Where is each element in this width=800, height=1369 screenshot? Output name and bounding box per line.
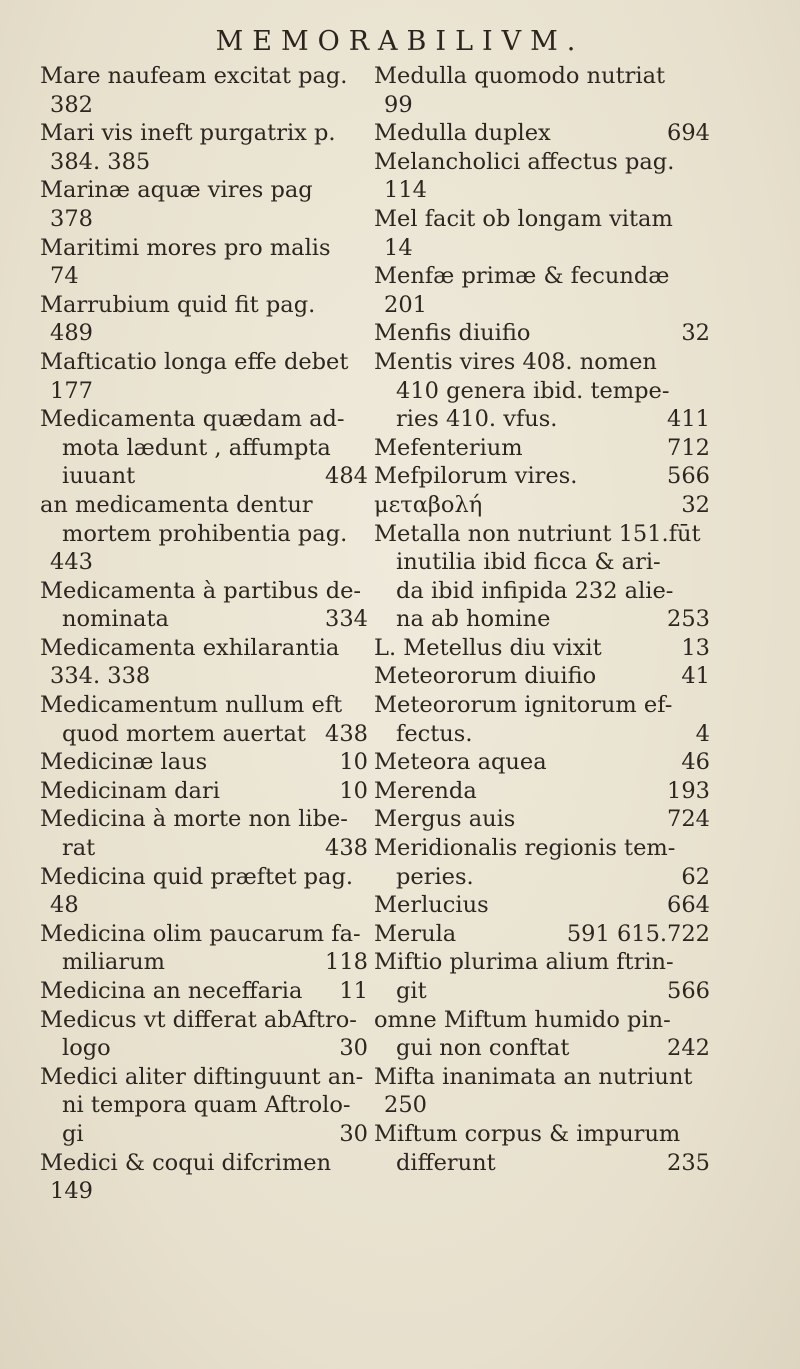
index-entry [374,148,710,205]
entry-continuation-line [40,548,368,577]
page-reference: 13 [681,634,710,661]
page-reference: 384. 385 [50,148,151,175]
entry-heading-line [374,205,710,234]
page-reference: 724 [667,806,710,833]
entry-text: miliarum [62,949,165,976]
index-entry [40,291,368,348]
index-entry [40,691,368,748]
entry-text: Mafticatio longa effe debet [40,348,349,375]
page-reference: 201 [384,291,427,318]
index-entry [374,62,710,119]
index-entry [40,777,368,806]
index-entry [40,176,368,233]
entry-continuation-line [40,891,368,920]
page-reference: 48 [50,892,79,919]
entry-text: inutilia ibid ficca & ari- [396,549,661,576]
entry-continuation-line [40,1120,368,1149]
entry-text: Medicamenta quædam ad- [40,406,345,433]
entry-continuation-line [40,662,368,691]
entry-text: Medicina quid præftet pag. [40,863,354,890]
entry-text: Maritimi mores pro malis [40,234,331,261]
entry-heading-line [374,148,710,177]
entry-text: Merlucius [374,892,489,919]
entry-heading-line [40,491,368,520]
entry-text: Mifta inanimata an nutriunt [374,1063,693,1090]
entry-heading-line [40,748,368,777]
page-reference: 591 615.722 [566,920,710,947]
entry-text: nominata [62,606,169,633]
entry-text: Mari vis ineft purgatrix p. [40,120,336,147]
entry-heading-line [40,805,368,834]
page-reference: 382 [50,91,93,118]
entry-heading-line [374,691,710,720]
index-entry [374,434,710,463]
entry-continuation-line [374,234,710,263]
index-column-right [374,62,710,1177]
entry-heading-line [40,234,368,263]
entry-continuation-line [40,319,368,348]
entry-heading-line [374,834,710,863]
entry-heading-line [40,176,368,205]
entry-text: Mel facit ob longam vitam [374,205,673,232]
entry-heading-line [374,319,710,348]
entry-heading-line [374,462,710,491]
entry-text: Mefenterium [374,434,523,461]
entry-text: Medulla quomodo nutriat [374,63,666,89]
entry-continuation-line [374,577,710,606]
index-entry [374,777,710,806]
page-reference: 438 [325,720,368,747]
entry-continuation-line [40,1091,368,1120]
entry-continuation-line [40,434,368,463]
entry-continuation-line [374,291,710,320]
entry-text: Meteororum ignitorum ef- [374,692,673,719]
entry-continuation-line [374,605,710,634]
entry-text: Medici & coqui difcrimen [40,1149,332,1176]
entry-heading-line [40,777,368,806]
entry-heading-line [374,119,710,148]
entry-heading-line [374,348,710,377]
page-reference: 712 [667,434,710,461]
entry-text: logo [62,1035,111,1062]
index-entry [40,1063,368,1149]
entry-text: Menfæ primæ & fecundæ [374,263,670,290]
page-reference: 32 [681,320,710,347]
index-entry [40,577,368,634]
index-entry [374,920,710,949]
index-entry [40,234,368,291]
entry-continuation-line [40,720,368,749]
entry-text: ries 410. vfus. [396,406,558,433]
entry-text: 410 genera ibid. tempe- [396,377,670,404]
entry-heading-line [374,434,710,463]
entry-text: Meteororum diuifio [374,663,597,690]
entry-text: rat [62,835,96,862]
page-reference: 4 [695,720,710,747]
entry-text: gui non conftat [396,1035,570,1062]
entry-heading-line [374,948,710,977]
index-entry [40,62,368,119]
index-entry [374,634,710,663]
page-reference: 378 [50,205,93,232]
entry-heading-line [374,748,710,777]
entry-text: Metalla non nutriunt 151.fūt [374,520,701,547]
entry-text: fectus. [396,720,473,747]
index-entry [40,977,368,1006]
entry-heading-line [40,977,368,1006]
entry-text: Medulla duplex [374,120,551,147]
entry-text: Miftio plurima alium ftrin- [374,949,674,976]
entry-continuation-line [374,91,710,120]
page-reference: 118 [325,949,368,976]
page-reference: 411 [667,406,710,433]
page-reference: 149 [50,1178,93,1205]
index-entry [40,119,368,176]
entry-text: Medicamenta exhilarantia [40,634,340,661]
entry-text: mota lædunt , affumpta [62,434,331,461]
entry-heading-line [40,863,368,892]
page-reference: 177 [50,377,93,404]
index-entry [374,662,710,691]
entry-heading-line [374,1120,710,1149]
entry-text: Melancholici affectus pag. [374,148,675,175]
entry-continuation-line [374,377,710,406]
entry-text: Meridionalis regionis tem- [374,835,676,862]
index-entry [40,863,368,920]
page-reference: 566 [667,978,710,1004]
page-reference: 438 [325,835,368,862]
entry-text: Merenda [374,777,477,804]
entry-text: Merula [374,920,457,947]
entry-heading-line [374,262,710,291]
entry-continuation-line [40,262,368,291]
index-entry [40,748,368,777]
entry-text: Medicina à morte non libe- [40,806,348,833]
entry-heading-line [40,119,368,148]
entry-heading-line [40,920,368,949]
page-reference: 11 [339,978,368,1004]
entry-text: Menfis diuifio [374,320,531,347]
entry-text: Mentis vires 408. nomen [374,348,657,375]
entry-heading-line [374,634,710,663]
index-entry [40,1006,368,1063]
page-reference: 664 [667,892,710,919]
entry-continuation-line [40,1034,368,1063]
page-reference: 250 [384,1092,427,1119]
page-reference: 14 [384,234,413,261]
running-head: MEMORABILIVM. [215,26,585,57]
entry-heading-line [40,634,368,663]
entry-text: ni tempora quam Aftrolo- [62,1092,351,1119]
entry-text: Medicamenta à partibus de- [40,577,362,604]
index-entry [374,348,710,434]
entry-heading-line [40,691,368,720]
entry-continuation-line [374,977,710,1006]
index-entry [374,834,710,891]
page-reference: 41 [681,663,710,690]
entry-text: Miftum corpus & impurum [374,1120,681,1147]
entry-text: Medicamentum nullum eft [40,692,343,719]
entry-heading-line [40,405,368,434]
entry-text: mortem prohibentia pag. [62,520,348,547]
page-reference: 62 [681,863,710,890]
entry-continuation-line [374,176,710,205]
entry-text: Marinæ aquæ vires pag [40,177,313,204]
index-entry [374,1006,710,1063]
entry-text: Medicus vt differat abAftro- [40,1006,357,1033]
entry-continuation-line [40,148,368,177]
entry-heading-line [374,662,710,691]
entry-text: Medici aliter diftinguunt an- [40,1063,364,1090]
index-entry [40,634,368,691]
entry-heading-line [374,1063,710,1092]
entry-text: μεταβολή [374,491,483,518]
entry-text: git [396,978,427,1004]
entry-continuation-line [374,720,710,749]
page-reference: 566 [667,463,710,490]
index-entry [374,1063,710,1120]
entry-heading-line [40,291,368,320]
entry-text: L. Metellus diu vixit [374,634,602,661]
entry-continuation-line [40,91,368,120]
index-entry [40,920,368,977]
page-reference: 489 [50,320,93,347]
entry-heading-line [40,1149,368,1178]
index-entry [40,1149,368,1206]
entry-heading-line [374,62,710,91]
entry-text: an medicamenta dentur [40,491,313,518]
index-entry [374,462,710,491]
entry-text: differunt [396,1149,496,1176]
entry-text: quod mortem auertat [62,720,306,747]
entry-continuation-line [40,605,368,634]
page-reference: 99 [384,91,413,118]
entry-heading-line [40,577,368,606]
entry-continuation-line [40,205,368,234]
page-reference: 74 [50,263,79,290]
entry-continuation-line [40,948,368,977]
entry-text: peries. [396,863,474,890]
index-entry [374,491,710,520]
entry-continuation-line [374,548,710,577]
page-reference: 30 [339,1035,368,1062]
page-reference: 10 [339,777,368,804]
index-entry [40,805,368,862]
entry-text: iuuant [62,463,136,490]
entry-text: Mare naufeam excitat pag. [40,63,348,89]
entry-continuation-line [374,405,710,434]
entry-text: Medicinæ laus [40,749,208,776]
page-reference: 32 [681,491,710,518]
entry-continuation-line [40,377,368,406]
index-entry [374,520,710,634]
entry-text: Medicina olim paucarum fa- [40,920,361,947]
page-reference: 484 [325,463,368,490]
index-entry [374,1120,710,1177]
entry-heading-line [40,1006,368,1035]
entry-heading-line [374,891,710,920]
page-reference: 443 [50,549,93,576]
entry-text: gi [62,1120,84,1147]
entry-text: Medicina an neceffaria [40,978,303,1004]
entry-text: Mefpilorum vires. [374,463,578,490]
entry-continuation-line [374,1149,710,1178]
entry-heading-line [40,1063,368,1092]
entry-text: Meteora aquea [374,749,547,776]
entry-continuation-line [374,863,710,892]
page-reference: 334. 338 [50,663,151,690]
page-reference: 242 [667,1035,710,1062]
page-reference: 193 [667,777,710,804]
entry-heading-line [374,920,710,949]
index-entry [374,805,710,834]
index-entry [374,319,710,348]
entry-continuation-line [40,462,368,491]
entry-heading-line [374,1006,710,1035]
entry-text: omne Miftum humido pin- [374,1006,671,1033]
entry-continuation-line [374,1034,710,1063]
entry-heading-line [374,777,710,806]
entry-heading-line [40,62,368,91]
index-entry [374,948,710,1005]
entry-continuation-line [40,834,368,863]
entry-heading-line [374,491,710,520]
index-entry [374,119,710,148]
page-reference: 114 [384,177,427,204]
index-entry [40,491,368,577]
index-entry [374,205,710,262]
page-reference: 46 [681,749,710,776]
page-reference: 334 [325,606,368,633]
entry-heading-line [40,348,368,377]
page-reference: 235 [667,1149,710,1176]
entry-text: da ibid infipida 232 alie- [396,577,674,604]
index-entry [374,748,710,777]
entry-text: Mergus auis [374,806,516,833]
entry-continuation-line [40,520,368,549]
index-entry [40,405,368,491]
entry-text: Medicinam dari [40,777,220,804]
entry-text: Marrubium quid fit pag. [40,291,316,318]
page-reference: 10 [339,749,368,776]
index-column-left [40,62,368,1206]
entry-heading-line [374,805,710,834]
index-entry [374,691,710,748]
entry-continuation-line [40,1177,368,1206]
entry-heading-line [374,520,710,549]
index-entry [374,891,710,920]
index-entry [40,348,368,405]
entry-continuation-line [374,1091,710,1120]
page-reference: 694 [667,120,710,147]
page-reference: 30 [339,1120,368,1147]
entry-text: na ab homine [396,606,551,633]
index-entry [374,262,710,319]
page-reference: 253 [667,606,710,633]
